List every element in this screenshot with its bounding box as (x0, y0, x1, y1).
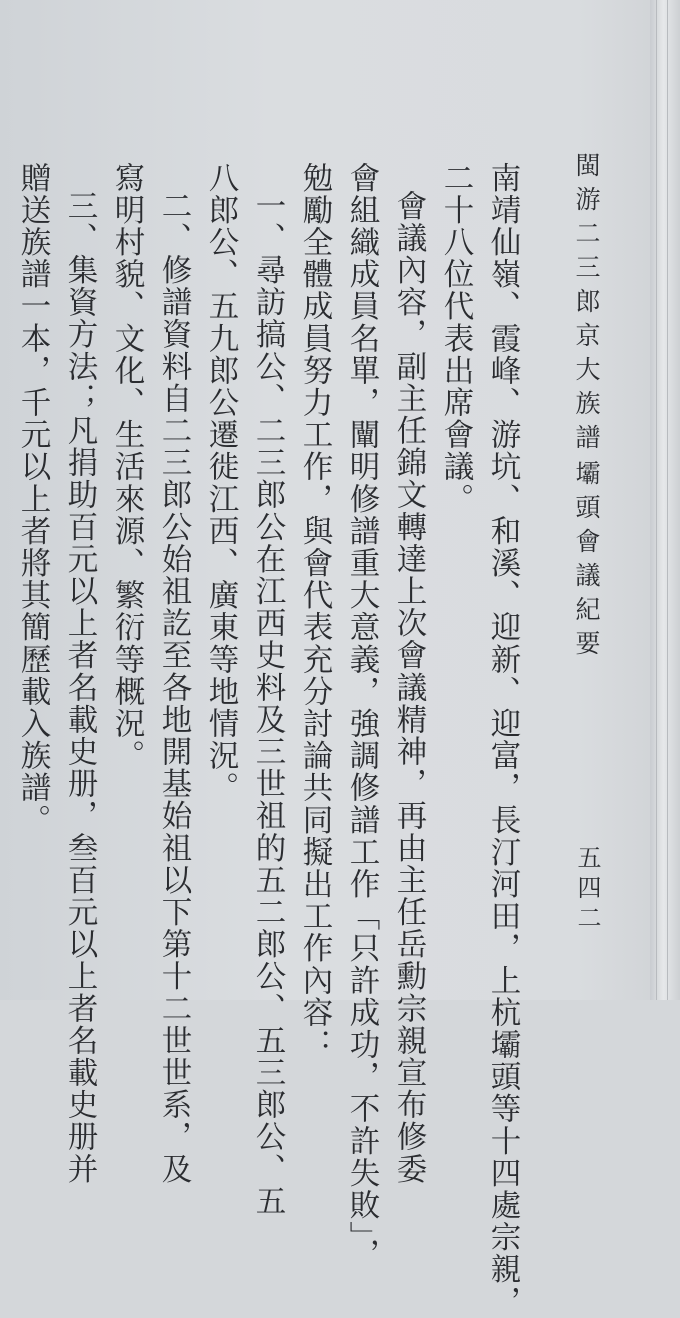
text-column-5: 勉勵全體成員努力工作，與會代表充分討論共同擬出工作內容： (297, 162, 332, 1061)
gutter-edge-line (667, 0, 668, 1000)
text-column-7: 八郎公、五九郎公遷徙江西、廣東等地情況。 (203, 162, 238, 804)
text-column-9: 寫明村貌、文化、生活來源、繁衍等概況。 (109, 162, 144, 772)
text-column-2: 二十八位代表出席會議。 (438, 162, 473, 516)
page-number: 五四二 (573, 845, 601, 935)
running-header-book-title: 閩游二三郎京大族譜 (572, 152, 601, 458)
text-column-1: 南靖仙嶺、霞峰、游坑、和溪、迎新、迎富，長汀河田，上杭壩頭等十四處宗親， (485, 162, 520, 1318)
page-gutter (650, 0, 680, 1000)
text-column-11: 贈送族譜一本，千元以上者將其簡歷載入族譜。 (15, 162, 50, 837)
text-column-10: 三、集資方法；凡捐助百元以上者名載史册，叁百元以上者名載史册并 (62, 190, 97, 1186)
text-column-3: 會議內容，副主任錦文轉達上次會議精神，再由主任岳勳宗親宣布修委 (391, 190, 426, 1186)
text-column-8: 二、修譜資料自二三郎公始祖訖至各地開基始祖以下第十二世世系，及 (156, 190, 191, 1186)
running-header-section-title: 壩頭會議紀要 (572, 460, 601, 664)
gutter-edge-line (656, 0, 657, 1000)
text-column-6: 一、尋訪搞公、二三郎公在江西史料及三世祖的五二郎公、五三郎公、五 (250, 190, 285, 1218)
text-column-4: 會組織成員名單，闡明修譜重大意義，強調修譜工作「只許成功，不許失敗」， (344, 162, 379, 1271)
